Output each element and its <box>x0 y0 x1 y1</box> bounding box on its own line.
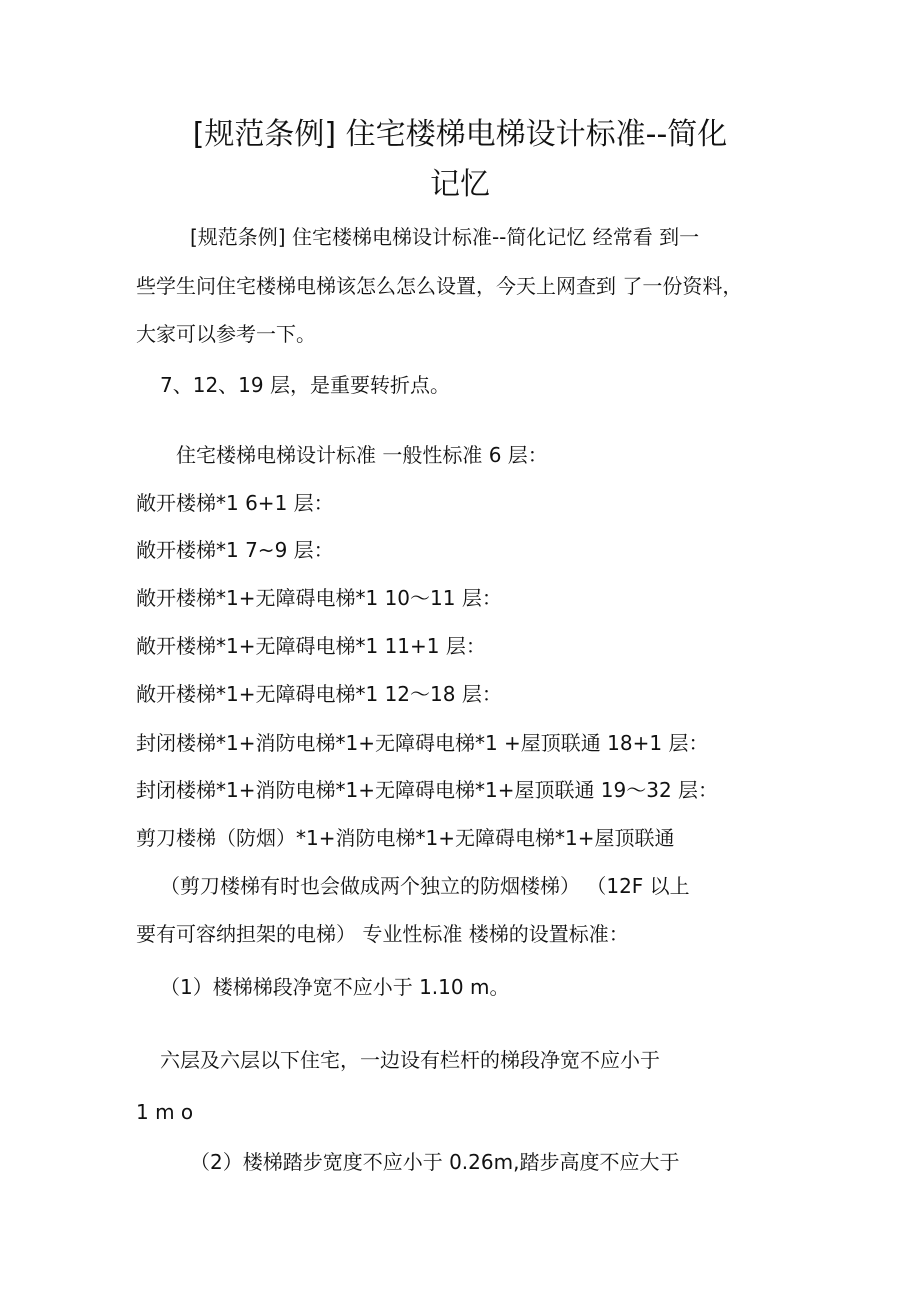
requirement-note-line-1: 六层及六层以下住宅，一边设有栏杆的梯段净宽不应小于 <box>160 1048 660 1072</box>
stair-rule-line: 敞开楼梯*1 7~9 层： <box>136 538 334 562</box>
stair-rule-line: 敞开楼梯*1+无障碍电梯*1 11+1 层： <box>136 634 486 658</box>
intro-line-3: 大家可以参考一下。 <box>136 322 316 346</box>
requirement-item-2: （2）楼梯踏步宽度不应小于 0.26m,踏步高度不应大于 <box>190 1150 680 1174</box>
note-line-1: （剪刀楼梯有时也会做成两个独立的防烟楼梯） （12F 以上 <box>160 874 690 898</box>
general-standard-heading: 住宅楼梯电梯设计标准 一般性标准 6 层： <box>176 443 548 467</box>
document-title-line-2: 记忆 <box>430 167 490 202</box>
requirement-note-line-2: 1 m o <box>136 1100 194 1124</box>
note-line-2: 要有可容纳担架的电梯） 专业性标准 楼梯的设置标准： <box>136 922 629 946</box>
intro-line-2: 些学生问住宅楼梯电梯该怎么怎么设置，今天上网查到 了一份资料， <box>136 274 743 298</box>
turning-point-line: 7、12、19 层，是重要转折点。 <box>160 373 450 397</box>
stair-rule-line: 敞开楼梯*1 6+1 层： <box>136 491 334 515</box>
stair-rule-line: 封闭楼梯*1+消防电梯*1+无障碍电梯*1+屋顶联通 19〜32 层： <box>136 778 719 802</box>
stair-rule-line: 封闭楼梯*1+消防电梯*1+无障碍电梯*1 +屋顶联通 18+1 层： <box>136 731 709 755</box>
document-title-line-1: [规范条例] 住宅楼梯电梯设计标准--简化 <box>192 117 728 152</box>
intro-line-1: [规范条例] 住宅楼梯电梯设计标准--简化记忆 经常看 到一 <box>190 225 700 249</box>
stair-rule-line: 剪刀楼梯（防烟）*1+消防电梯*1+无障碍电梯*1+屋顶联通 <box>136 826 675 850</box>
stair-rule-line: 敞开楼梯*1+无障碍电梯*1 10〜11 层： <box>136 586 502 610</box>
stair-rule-line: 敞开楼梯*1+无障碍电梯*1 12〜18 层： <box>136 682 502 706</box>
requirement-item-1: （1）楼梯梯段净宽不应小于 1.10 m。 <box>160 975 510 999</box>
